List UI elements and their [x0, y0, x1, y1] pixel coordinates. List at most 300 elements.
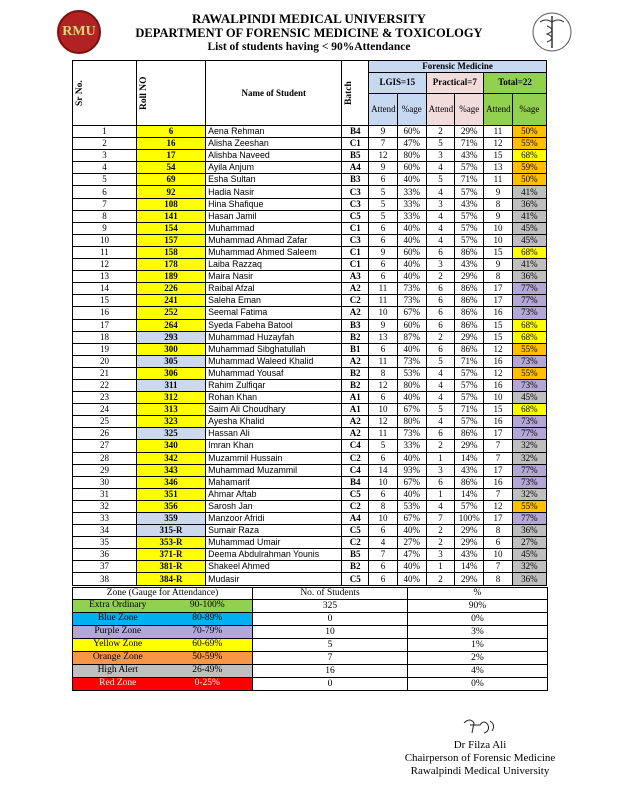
row-name: Mahamarif [206, 476, 342, 488]
zone-range: 0-25% [163, 678, 253, 690]
row-prac-pct: 57% [455, 367, 484, 379]
table-row [73, 404, 547, 416]
row-batch: C2 [342, 537, 369, 549]
row-lgis-pct: 53% [397, 367, 426, 379]
department-title: DEPARTMENT OF FORENSIC MEDICINE & TOXICOLOGY [135, 26, 483, 40]
table-row [73, 246, 547, 258]
row-roll: 381-R [136, 561, 205, 573]
row-prac-pct: 57% [455, 222, 484, 234]
row-prac-pct: 57% [455, 379, 484, 391]
row-lgis-pct: 87% [397, 331, 426, 343]
row-lgis-pct: 47% [397, 138, 426, 150]
table-row [73, 367, 547, 379]
row-lgis-attend: 8 [369, 500, 398, 512]
row-lgis-pct: 60% [397, 246, 426, 258]
row-prac-pct: 29% [455, 271, 484, 283]
row-prac-attend: 1 [426, 488, 455, 500]
zone-pct: 2% [408, 652, 548, 665]
row-prac-attend: 4 [426, 210, 455, 222]
row-sr: 33 [73, 513, 137, 525]
row-sr: 8 [73, 210, 137, 222]
row-prac-pct: 29% [455, 573, 484, 585]
row-roll: 311 [136, 379, 205, 391]
row-total-pct: 32% [512, 561, 546, 573]
zone-name: Extra Ordinary [73, 600, 163, 612]
row-batch: C4 [342, 464, 369, 476]
row-total-attend: 10 [484, 549, 513, 561]
header-prac-attend: Attend [426, 93, 455, 125]
row-roll: 189 [136, 271, 205, 283]
row-prac-pct: 14% [455, 488, 484, 500]
table-row [73, 331, 547, 343]
row-prac-attend: 4 [426, 379, 455, 391]
row-batch: A4 [342, 513, 369, 525]
row-total-pct: 50% [512, 174, 546, 186]
table-row [73, 416, 547, 428]
row-sr: 36 [73, 549, 137, 561]
row-name: Muhammad Muzammil [206, 464, 342, 476]
zone-count: 5 [253, 639, 408, 652]
row-prac-pct: 43% [455, 464, 484, 476]
row-batch: B4 [342, 126, 369, 138]
row-roll: 340 [136, 440, 205, 452]
row-batch: B3 [342, 319, 369, 331]
row-lgis-pct: 73% [397, 428, 426, 440]
row-name: Aena Rehman [206, 126, 342, 138]
row-sr: 35 [73, 537, 137, 549]
row-prac-attend: 4 [426, 367, 455, 379]
row-roll: 293 [136, 331, 205, 343]
row-name: Deema Abdulrahman Younis [206, 549, 342, 561]
row-lgis-pct: 40% [397, 573, 426, 585]
row-sr: 31 [73, 488, 137, 500]
row-lgis-attend: 6 [369, 392, 398, 404]
table-row [73, 283, 547, 295]
row-total-pct: 73% [512, 416, 546, 428]
row-batch: B5 [342, 549, 369, 561]
row-prac-pct: 29% [455, 537, 484, 549]
zone-range: 26-49% [163, 665, 253, 677]
row-total-attend: 15 [484, 150, 513, 162]
row-sr: 25 [73, 416, 137, 428]
row-name: Hasan Jamil [206, 210, 342, 222]
row-total-pct: 36% [512, 573, 546, 585]
signature-title: Chairperson of Forensic Medicine [404, 752, 556, 764]
row-lgis-attend: 6 [369, 343, 398, 355]
row-sr: 14 [73, 283, 137, 295]
row-total-attend: 8 [484, 525, 513, 537]
row-sr: 16 [73, 307, 137, 319]
row-batch: C5 [342, 573, 369, 585]
row-total-attend: 7 [484, 488, 513, 500]
zone-name: Blue Zone [73, 613, 163, 625]
row-total-attend: 12 [484, 138, 513, 150]
row-lgis-attend: 10 [369, 476, 398, 488]
row-lgis-pct: 40% [397, 452, 426, 464]
row-roll: 342 [136, 452, 205, 464]
zone-name: Orange Zone [73, 652, 163, 664]
row-roll: 226 [136, 283, 205, 295]
zone-pct: 3% [408, 626, 548, 639]
list-subtitle: List of students having < 90%Attendance [207, 41, 411, 53]
row-lgis-pct: 47% [397, 549, 426, 561]
row-roll: 359 [136, 513, 205, 525]
row-lgis-attend: 11 [369, 428, 398, 440]
table-row [73, 234, 547, 246]
row-total-pct: 55% [512, 138, 546, 150]
row-prac-pct: 43% [455, 198, 484, 210]
row-prac-pct: 29% [455, 440, 484, 452]
row-total-pct: 55% [512, 500, 546, 512]
row-roll: 154 [136, 222, 205, 234]
row-lgis-pct: 60% [397, 162, 426, 174]
row-prac-pct: 29% [455, 525, 484, 537]
zone-row [73, 652, 548, 665]
row-lgis-attend: 11 [369, 283, 398, 295]
row-total-pct: 41% [512, 259, 546, 271]
zone-count: 7 [253, 652, 408, 665]
row-batch: C5 [342, 525, 369, 537]
zone-count: 0 [253, 613, 408, 626]
row-lgis-pct: 40% [397, 561, 426, 573]
row-batch: C3 [342, 186, 369, 198]
row-batch: C4 [342, 440, 369, 452]
row-sr: 12 [73, 259, 137, 271]
table-row [73, 307, 547, 319]
row-sr: 2 [73, 138, 137, 150]
row-sr: 6 [73, 186, 137, 198]
row-total-attend: 16 [484, 307, 513, 319]
row-total-attend: 17 [484, 283, 513, 295]
row-total-pct: 73% [512, 476, 546, 488]
row-lgis-pct: 40% [397, 174, 426, 186]
row-roll: 300 [136, 343, 205, 355]
row-lgis-pct: 53% [397, 500, 426, 512]
row-total-attend: 13 [484, 162, 513, 174]
row-total-attend: 6 [484, 537, 513, 549]
row-batch: B3 [342, 174, 369, 186]
zone-count: 16 [253, 665, 408, 678]
row-roll: 17 [136, 150, 205, 162]
row-total-pct: 41% [512, 186, 546, 198]
table-row [73, 222, 547, 234]
row-prac-pct: 57% [455, 416, 484, 428]
row-total-pct: 77% [512, 464, 546, 476]
row-total-attend: 8 [484, 198, 513, 210]
row-lgis-pct: 40% [397, 234, 426, 246]
row-lgis-pct: 40% [397, 259, 426, 271]
table-row [73, 138, 547, 150]
zone-header: Zone (Gauge for Attendance) [73, 588, 253, 600]
row-lgis-attend: 5 [369, 210, 398, 222]
row-lgis-attend: 13 [369, 331, 398, 343]
row-batch: B2 [342, 379, 369, 391]
zone-label [73, 626, 253, 639]
row-lgis-pct: 40% [397, 392, 426, 404]
row-sr: 17 [73, 319, 137, 331]
table-row [73, 561, 547, 573]
row-prac-pct: 14% [455, 561, 484, 573]
row-prac-attend: 5 [426, 355, 455, 367]
row-sr: 28 [73, 452, 137, 464]
row-total-pct: 32% [512, 488, 546, 500]
row-prac-pct: 57% [455, 500, 484, 512]
row-lgis-pct: 93% [397, 464, 426, 476]
row-roll: 92 [136, 186, 205, 198]
zone-pct: 90% [408, 600, 548, 613]
row-name: Esha Sultan [206, 174, 342, 186]
row-name: Sumair Raza [206, 525, 342, 537]
row-roll: 312 [136, 392, 205, 404]
row-total-pct: 68% [512, 150, 546, 162]
row-lgis-attend: 12 [369, 416, 398, 428]
zone-pct: 1% [408, 639, 548, 652]
zone-range: 80-89% [163, 613, 253, 625]
table-row [73, 126, 547, 138]
header-batch: Batch [342, 61, 369, 126]
row-name: Mudasir [206, 573, 342, 585]
row-total-pct: 27% [512, 537, 546, 549]
zone-range: 90-100% [163, 600, 253, 612]
row-name: Syeda Fabeha Batool [206, 319, 342, 331]
zone-range: 70-79% [163, 626, 253, 638]
row-prac-attend: 2 [426, 331, 455, 343]
row-total-attend: 16 [484, 355, 513, 367]
row-prac-pct: 57% [455, 234, 484, 246]
zone-range: 60-69% [163, 639, 253, 651]
row-prac-pct: 86% [455, 246, 484, 258]
row-total-attend: 9 [484, 186, 513, 198]
row-prac-attend: 4 [426, 500, 455, 512]
row-lgis-pct: 73% [397, 295, 426, 307]
zone-count: 0 [253, 678, 408, 691]
row-prac-attend: 5 [426, 404, 455, 416]
row-name: Ayesha Khalid [206, 416, 342, 428]
row-total-attend: 16 [484, 379, 513, 391]
row-name: Laiba Razzaq [206, 259, 342, 271]
header-practical: Practical=7 [426, 73, 484, 93]
row-prac-attend: 2 [426, 537, 455, 549]
row-name: Hassan Ali [206, 428, 342, 440]
row-total-attend: 11 [484, 126, 513, 138]
row-lgis-attend: 6 [369, 174, 398, 186]
row-lgis-attend: 9 [369, 319, 398, 331]
row-roll: 108 [136, 198, 205, 210]
row-batch: B4 [342, 476, 369, 488]
row-prac-pct: 71% [455, 404, 484, 416]
table-row [73, 392, 547, 404]
row-sr: 1 [73, 126, 137, 138]
row-name: Muhammad Ahmad Zafar [206, 234, 342, 246]
row-total-attend: 12 [484, 367, 513, 379]
row-total-pct: 68% [512, 331, 546, 343]
row-lgis-pct: 67% [397, 476, 426, 488]
row-batch: B2 [342, 367, 369, 379]
header-prac-pct: %age [455, 93, 484, 125]
row-prac-pct: 86% [455, 343, 484, 355]
row-lgis-attend: 5 [369, 440, 398, 452]
row-prac-pct: 86% [455, 307, 484, 319]
row-batch: B2 [342, 561, 369, 573]
row-name: Shakeel Ahmed [206, 561, 342, 573]
row-batch: A1 [342, 404, 369, 416]
row-sr: 38 [73, 573, 137, 585]
table-row [73, 500, 547, 512]
row-total-pct: 32% [512, 452, 546, 464]
row-prac-attend: 1 [426, 452, 455, 464]
row-batch: C1 [342, 138, 369, 150]
row-prac-pct: 86% [455, 295, 484, 307]
zone-count: 10 [253, 626, 408, 639]
zone-label [73, 652, 253, 665]
row-lgis-pct: 40% [397, 271, 426, 283]
row-total-pct: 36% [512, 271, 546, 283]
row-prac-pct: 29% [455, 331, 484, 343]
row-lgis-pct: 40% [397, 525, 426, 537]
row-batch: A2 [342, 416, 369, 428]
row-total-pct: 55% [512, 367, 546, 379]
row-prac-attend: 2 [426, 126, 455, 138]
header-total: Total=22 [484, 73, 547, 93]
row-prac-attend: 4 [426, 222, 455, 234]
row-sr: 19 [73, 343, 137, 355]
row-sr: 11 [73, 246, 137, 258]
row-name: Alisha Zeeshan [206, 138, 342, 150]
row-prac-pct: 71% [455, 355, 484, 367]
row-prac-attend: 6 [426, 283, 455, 295]
row-prac-attend: 2 [426, 525, 455, 537]
row-roll: 241 [136, 295, 205, 307]
row-name: Imran Khan [206, 440, 342, 452]
row-total-attend: 7 [484, 561, 513, 573]
row-lgis-pct: 67% [397, 404, 426, 416]
row-roll: 158 [136, 246, 205, 258]
row-sr: 37 [73, 561, 137, 573]
row-roll: 178 [136, 259, 205, 271]
row-total-attend: 16 [484, 476, 513, 488]
table-row [73, 150, 547, 162]
header-total-attend: Attend [484, 93, 513, 125]
row-prac-pct: 29% [455, 126, 484, 138]
row-roll: 323 [136, 416, 205, 428]
row-batch: A1 [342, 392, 369, 404]
students-header: No. of Students [253, 588, 408, 600]
row-name: Muhammad Waleed Khalid [206, 355, 342, 367]
zone-name: Yellow Zone [73, 639, 163, 651]
row-name: Muhammad Sibghatullah [206, 343, 342, 355]
row-lgis-attend: 5 [369, 198, 398, 210]
signature-block [380, 715, 580, 778]
zone-row [73, 626, 548, 639]
row-name: Saleha Eman [206, 295, 342, 307]
row-name: Rohan Khan [206, 392, 342, 404]
row-batch: C2 [342, 295, 369, 307]
row-batch: A3 [342, 271, 369, 283]
row-name: Hina Shafique [206, 198, 342, 210]
row-roll: 313 [136, 404, 205, 416]
row-total-pct: 77% [512, 295, 546, 307]
row-roll: 315-R [136, 525, 205, 537]
row-sr: 7 [73, 198, 137, 210]
row-prac-pct: 100% [455, 513, 484, 525]
row-prac-attend: 6 [426, 295, 455, 307]
row-prac-attend: 6 [426, 246, 455, 258]
row-total-pct: 68% [512, 246, 546, 258]
row-prac-attend: 3 [426, 464, 455, 476]
row-lgis-pct: 80% [397, 379, 426, 391]
table-row [73, 355, 547, 367]
row-lgis-pct: 33% [397, 210, 426, 222]
row-total-attend: 15 [484, 246, 513, 258]
row-prac-pct: 43% [455, 259, 484, 271]
row-prac-attend: 3 [426, 549, 455, 561]
row-total-attend: 8 [484, 573, 513, 585]
row-lgis-attend: 10 [369, 404, 398, 416]
row-prac-attend: 4 [426, 416, 455, 428]
row-total-pct: 55% [512, 343, 546, 355]
row-lgis-pct: 60% [397, 126, 426, 138]
row-roll: 356 [136, 500, 205, 512]
table-row [73, 259, 547, 271]
table-row [73, 379, 547, 391]
row-total-pct: 68% [512, 404, 546, 416]
row-lgis-attend: 6 [369, 573, 398, 585]
row-total-pct: 45% [512, 392, 546, 404]
row-batch: C3 [342, 234, 369, 246]
row-sr: 32 [73, 500, 137, 512]
row-total-pct: 77% [512, 283, 546, 295]
row-total-attend: 15 [484, 404, 513, 416]
row-lgis-attend: 6 [369, 561, 398, 573]
table-row [73, 549, 547, 561]
row-total-attend: 17 [484, 464, 513, 476]
zone-label [73, 639, 253, 652]
row-name: Muhammad [206, 222, 342, 234]
zone-label [73, 600, 253, 613]
table-row [73, 162, 547, 174]
row-total-pct: 59% [512, 162, 546, 174]
row-name: Alishba Naveed [206, 150, 342, 162]
row-name: Raibal Afzal [206, 283, 342, 295]
table-row [73, 476, 547, 488]
row-total-pct: 73% [512, 355, 546, 367]
row-prac-attend: 4 [426, 392, 455, 404]
row-name: Sarosh Jan [206, 500, 342, 512]
table-row [73, 198, 547, 210]
row-total-pct: 68% [512, 319, 546, 331]
row-lgis-pct: 40% [397, 222, 426, 234]
zone-label [73, 613, 253, 626]
row-prac-attend: 6 [426, 428, 455, 440]
row-lgis-pct: 33% [397, 186, 426, 198]
row-roll: 351 [136, 488, 205, 500]
zone-label [73, 665, 253, 678]
row-lgis-attend: 6 [369, 452, 398, 464]
header-name: Name of Student [206, 61, 342, 126]
row-prac-attend: 1 [426, 561, 455, 573]
row-total-pct: 45% [512, 549, 546, 561]
row-lgis-attend: 7 [369, 138, 398, 150]
row-prac-pct: 43% [455, 150, 484, 162]
zone-pct: 4% [408, 665, 548, 678]
table-row [73, 488, 547, 500]
row-roll: 371-R [136, 549, 205, 561]
row-prac-pct: 71% [455, 174, 484, 186]
row-total-attend: 9 [484, 210, 513, 222]
row-prac-attend: 2 [426, 440, 455, 452]
row-total-attend: 16 [484, 416, 513, 428]
row-lgis-attend: 10 [369, 513, 398, 525]
